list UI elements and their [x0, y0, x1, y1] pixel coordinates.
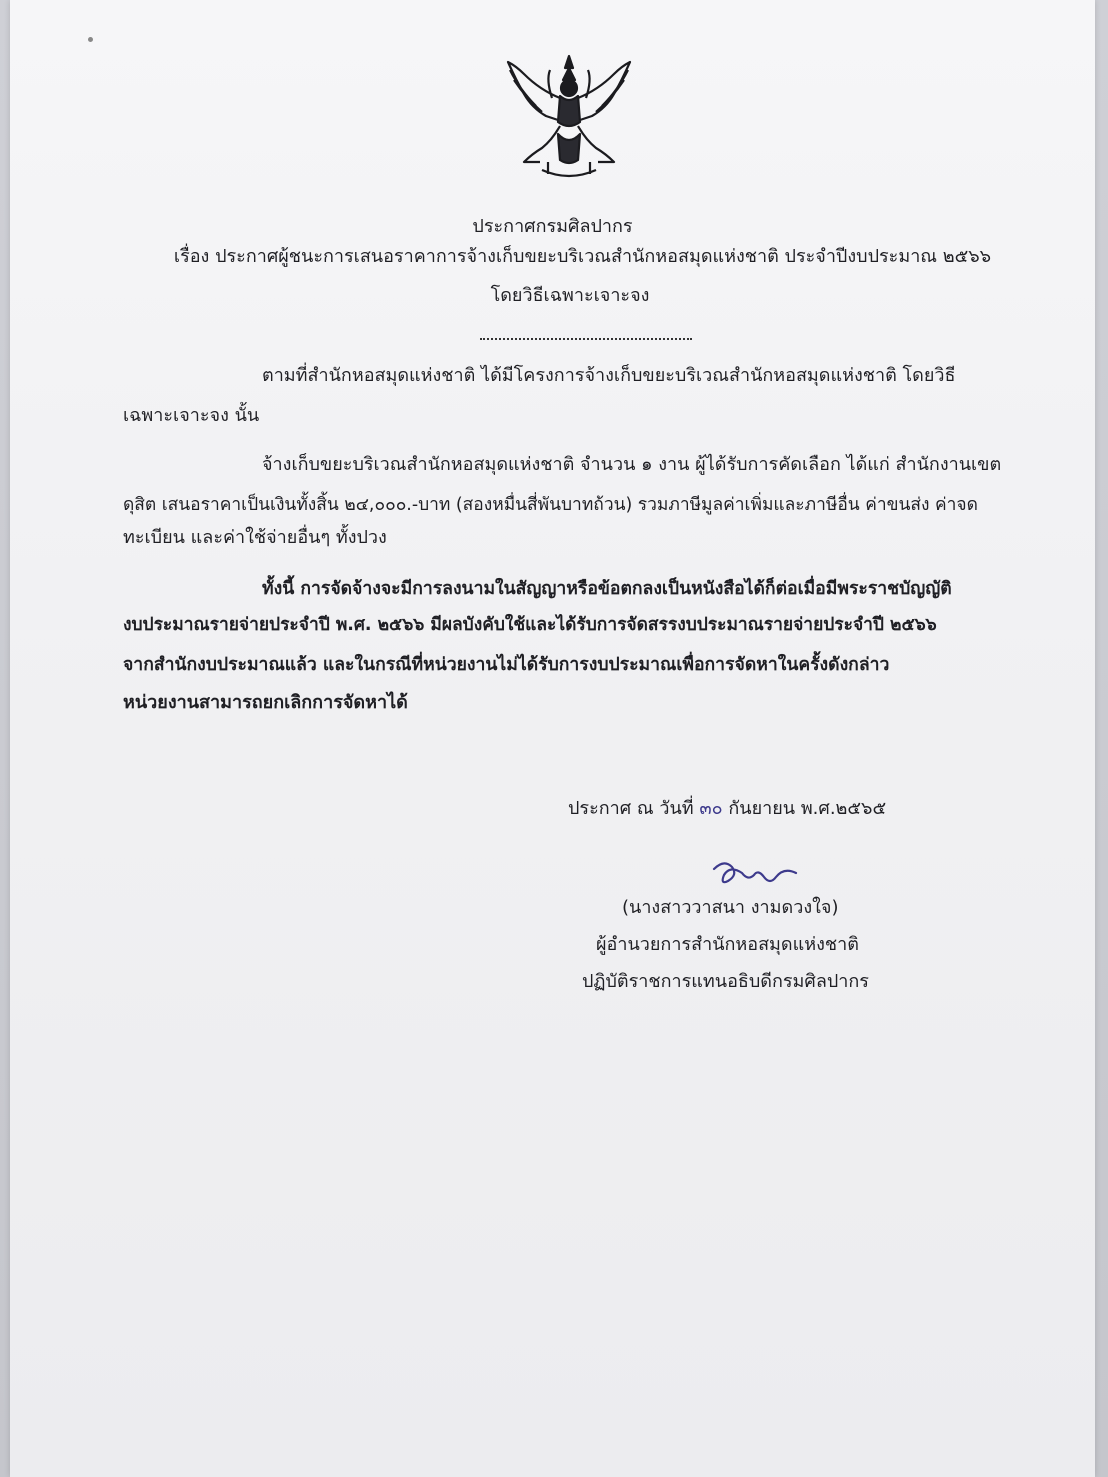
garuda-emblem: [502, 50, 636, 182]
para3-line1: ทั้งนี้ การจัดจ้างจะมีการลงนามในสัญญาหรือข้อตกลงเป็นหนังสือได้ก็ต่อเมื่อมีพระราชบัญญัติ: [262, 579, 952, 599]
para1-line1: ตามที่สำนักหอสมุดแห่งชาติ ได้มีโครงการจ้างเก็บขยะบริเวณสำนักหอสมุดแห่งชาติ โดยวิธี: [262, 365, 956, 386]
date-prefix: ประกาศ ณ วันที่: [568, 798, 694, 819]
signatory-name: (นางสาววาสนา งามดวงใจ): [622, 897, 839, 918]
pin-hole: [88, 37, 93, 42]
para3-line4: หน่วยงานสามารถยกเลิกการจัดหาได้: [123, 692, 408, 713]
method-line: โดยวิธีเฉพาะเจาะจง: [490, 285, 650, 306]
para2-line1: จ้างเก็บขยะบริเวณสำนักหอสมุดแห่งชาติ จำนวน ๑ งาน ผู้ได้รับการคัดเลือก ได้แก่ สำนักงานเขต: [262, 454, 1002, 475]
para3-line3: จากสำนักงบประมาณแล้ว และในกรณีที่หน่วยงานไม่ได้รับการงบประมาณเพื่อการจัดหาในครั้งดังกล่าว: [123, 655, 890, 675]
document-page: [10, 0, 1095, 1477]
subject-line: เรื่อง ประกาศผู้ชนะการเสนอราคาการจ้างเก็บขยะบริเวณสำนักหอสมุดแห่งชาติ ประจำปีงบประมาณ ๒๕๖๖: [173, 246, 992, 267]
issuer-title: ประกาศกรมศิลปากร: [472, 216, 633, 237]
date-suffix: กันยายน พ.ศ.๒๕๖๕: [728, 798, 887, 819]
separator-dots: [480, 338, 692, 340]
date-line: [568, 798, 886, 820]
signatory-position: ผู้อำนวยการสำนักหอสมุดแห่งชาติ: [596, 934, 859, 955]
para1-line2: เฉพาะเจาะจง นั้น: [123, 405, 260, 426]
signatory-acting: ปฏิบัติราชการแทนอธิบดีกรมศิลปากร: [582, 971, 869, 992]
para3-line2: งบประมาณรายจ่ายประจำปี พ.ศ. ๒๕๖๖ มีผลบังคับใช้และได้รับการจัดสรรงบประมาณรายจ่ายประจำปี ๒๕๖๖: [123, 615, 937, 635]
para2-line3: ทะเบียน และค่าใช้จ่ายอื่นๆ ทั้งปวง: [123, 527, 387, 548]
date-day: ๓๐: [699, 798, 723, 819]
para2-line2: ดุสิต เสนอราคาเป็นเงินทั้งสิ้น ๒๔,๐๐๐.-บาท (สองหมื่นสี่พันบาทถ้วน) รวมภาษีมูลค่าเพิ่มและภาษีอื่น ค่าขนส่ง ค่าจด: [123, 495, 978, 515]
handwritten-signature: [710, 855, 800, 895]
